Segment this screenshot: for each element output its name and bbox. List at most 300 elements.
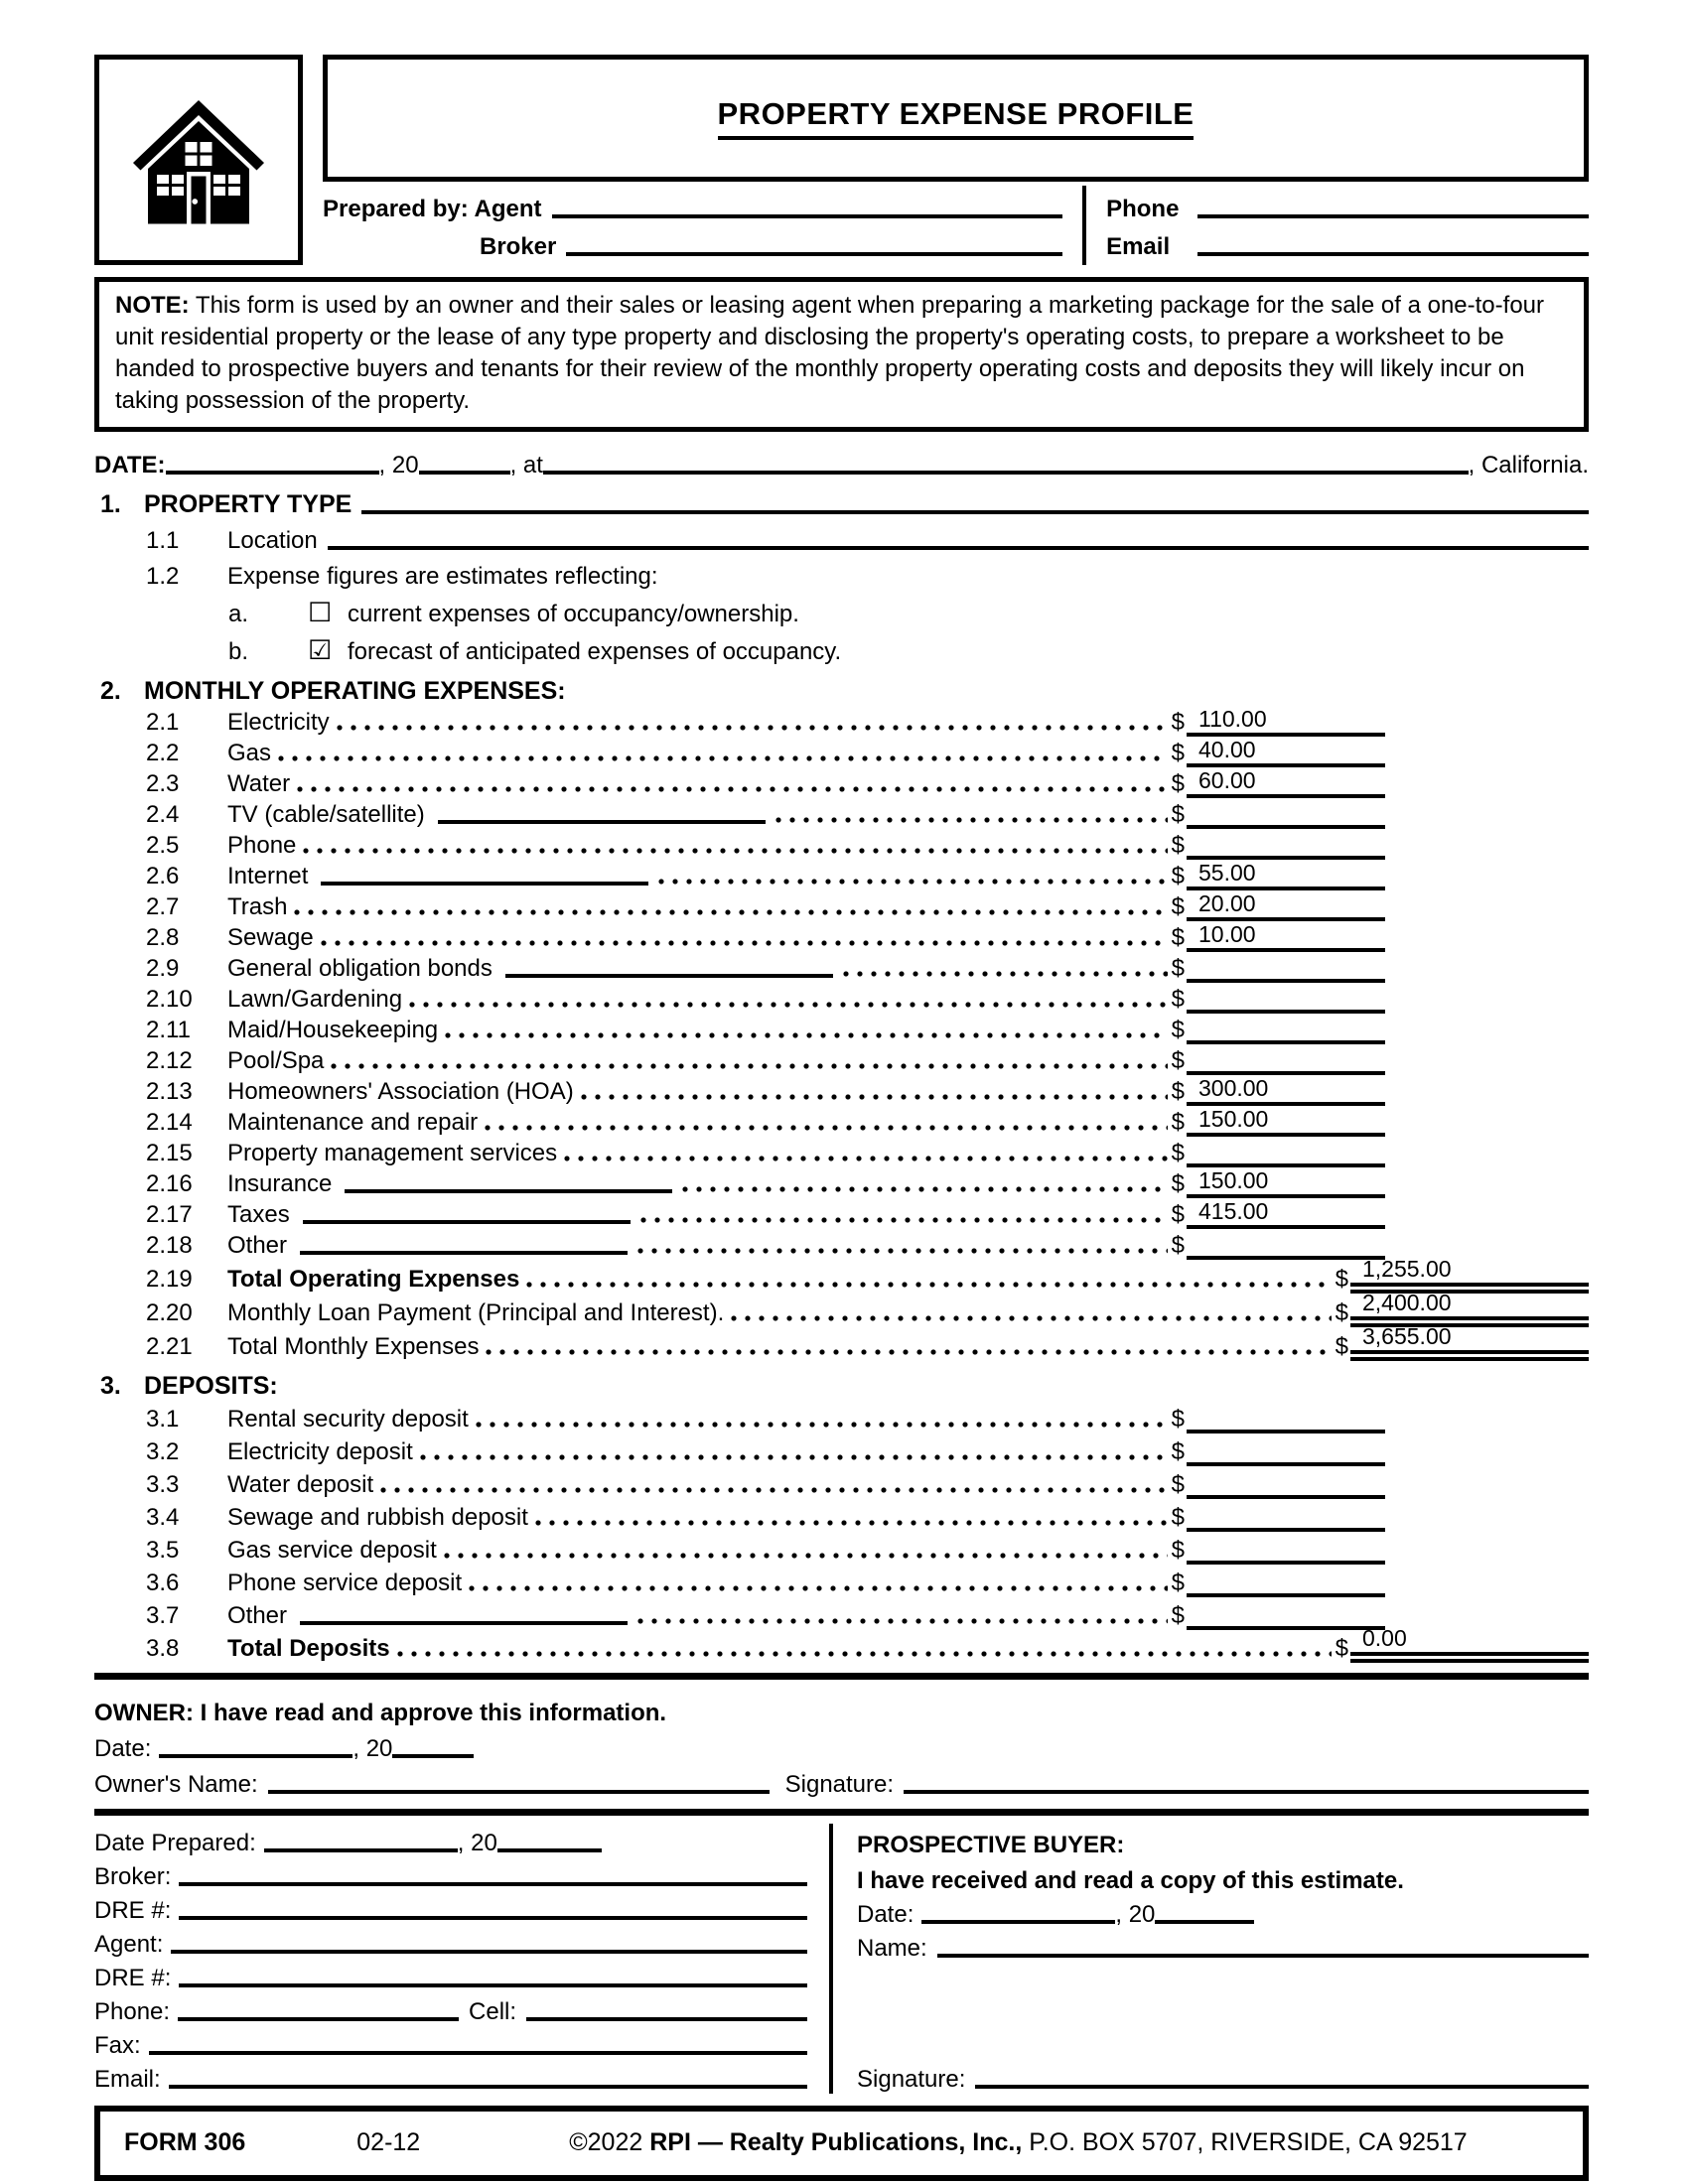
- amount-field[interactable]: [1187, 1401, 1385, 1433]
- buyer-heading: PROSPECTIVE BUYER:: [857, 1831, 1125, 1858]
- broker-info-row: [94, 1925, 807, 1959]
- expense-row: [94, 1106, 1385, 1137]
- header-right: [323, 55, 1589, 265]
- dollar-sign: $: [1171, 1046, 1185, 1074]
- amount-field[interactable]: [1187, 981, 1385, 1014]
- expense-row: [94, 921, 1385, 952]
- dollar-sign: $: [1171, 1108, 1185, 1136]
- dollar-sign: $: [1171, 831, 1185, 859]
- amount-field[interactable]: [1187, 1433, 1385, 1466]
- field-blank[interactable]: [171, 1950, 807, 1954]
- fill-in-blank[interactable]: [300, 1619, 628, 1625]
- row-number: 2.17: [146, 1200, 193, 1228]
- row-label: Electricity: [227, 708, 330, 736]
- expense-row: [94, 767, 1385, 798]
- expense-row: [94, 1198, 1385, 1229]
- amount-value: 20.00: [1198, 889, 1256, 916]
- row-number: 3.2: [146, 1437, 180, 1465]
- row-number: 2.2: [146, 739, 180, 766]
- row-number: 2.11: [146, 1016, 191, 1043]
- row-label: TV (cable/satellite): [227, 800, 425, 828]
- deposit-row: [94, 1433, 1385, 1466]
- email-field[interactable]: [1197, 252, 1589, 256]
- dollar-sign: $: [1171, 769, 1185, 797]
- dollar-sign: $: [1171, 1601, 1185, 1629]
- owner-signature-label: Signature:: [784, 1770, 895, 1798]
- field-label: Email:: [94, 2065, 161, 2093]
- dollar-sign: $: [1335, 1332, 1348, 1360]
- expense-row: [94, 1014, 1385, 1044]
- dollar-sign: $: [1171, 1139, 1185, 1166]
- owner-signature-field[interactable]: [904, 1790, 1589, 1794]
- field-label: DRE #:: [94, 1964, 172, 1991]
- row-label: Sewage and rubbish deposit: [227, 1503, 528, 1531]
- row-label: Monthly Loan Payment (Principal and Interest).: [227, 1298, 725, 1326]
- amount-field[interactable]: [1187, 950, 1385, 983]
- amount-value: 110.00: [1198, 705, 1267, 732]
- broker-info-row: [94, 1959, 807, 1992]
- amount-field[interactable]: [1187, 858, 1385, 890]
- agent-name-field[interactable]: [552, 214, 1063, 218]
- row-label: Electricity deposit: [227, 1437, 413, 1465]
- fill-in-blank[interactable]: [321, 880, 648, 886]
- deposit-row: [94, 1466, 1385, 1499]
- location-label: Location: [227, 526, 318, 554]
- owner-date-label: Date:: [94, 1734, 152, 1762]
- amount-field[interactable]: [1187, 1565, 1385, 1597]
- date-line: [94, 442, 1589, 479]
- amount-value: 1,255.00: [1362, 1255, 1452, 1282]
- row-label: Trash: [227, 892, 288, 920]
- expense-row: [94, 952, 1385, 983]
- owner-date-field[interactable]: [159, 1754, 352, 1758]
- field-label: Broker:: [94, 1862, 172, 1890]
- amount-field[interactable]: [1187, 1499, 1385, 1532]
- divider-rule: [94, 1673, 1589, 1680]
- section1-heading: [94, 479, 1589, 519]
- broker-info-row: [94, 1891, 807, 1925]
- row-number: 2.18: [146, 1231, 193, 1259]
- phone-field[interactable]: [1197, 214, 1589, 218]
- row-number: 3.6: [146, 1569, 180, 1596]
- house-icon: [124, 85, 273, 234]
- owner-year-field[interactable]: [392, 1754, 474, 1758]
- phone-label: Phone: [1106, 196, 1180, 222]
- amount-field[interactable]: [1187, 1042, 1385, 1075]
- deposit-row: [94, 1401, 1385, 1433]
- section3-number: 3.: [100, 1371, 121, 1400]
- deposit-row: [94, 1597, 1385, 1630]
- row-label: Sewage: [227, 923, 314, 951]
- section2-heading: [94, 666, 1589, 706]
- owner-year-prefix: , 20: [352, 1734, 393, 1762]
- dot-leader: [637, 1248, 1168, 1254]
- row-label: Insurance: [227, 1169, 333, 1197]
- row-number: 3.7: [146, 1601, 180, 1629]
- form-number: FORM 306: [124, 2128, 246, 2157]
- expense-row: [94, 1044, 1385, 1075]
- amount-value: 415.00: [1198, 1197, 1269, 1224]
- amount-value: 3,655.00: [1362, 1322, 1452, 1349]
- publisher-address: P.O. BOX 5707, RIVERSIDE, CA 92517: [1029, 2128, 1468, 2157]
- dot-leader: [581, 1094, 1168, 1100]
- at-label: , at: [509, 451, 543, 478]
- expense-figures-line: [94, 555, 1589, 591]
- amount-value: 10.00: [1198, 920, 1256, 947]
- copyright-year: ©2022: [569, 2128, 643, 2157]
- field-label: DRE #:: [94, 1896, 172, 1924]
- broker-info-row: [94, 1992, 807, 2026]
- expense-row: [94, 1137, 1385, 1167]
- row-label: Gas: [227, 739, 272, 766]
- dot-leader: [420, 1454, 1168, 1460]
- dot-leader: [445, 1032, 1168, 1038]
- dollar-sign: $: [1335, 1298, 1348, 1326]
- owner-name-field[interactable]: [268, 1790, 770, 1794]
- row-label: General obligation bonds: [227, 954, 492, 982]
- dot-leader: [564, 1156, 1167, 1161]
- row-label: Total Monthly Expenses: [227, 1332, 480, 1360]
- title-box: [323, 55, 1589, 182]
- amount-field[interactable]: [1187, 919, 1385, 952]
- amount-value: 55.00: [1198, 859, 1256, 886]
- buyer-date-line: [857, 1895, 1589, 1929]
- deposit-row: [94, 1624, 1589, 1663]
- amount-value: 0.00: [1362, 1624, 1407, 1651]
- dot-leader: [486, 1349, 1331, 1355]
- row-label: Total Deposits: [227, 1634, 390, 1662]
- dollar-sign: $: [1171, 1231, 1185, 1259]
- dot-leader: [469, 1585, 1167, 1591]
- section1-title: PROPERTY TYPE: [144, 489, 352, 518]
- prepared-by-section: [323, 182, 1589, 265]
- dot-leader: [476, 1422, 1168, 1428]
- dot-leader: [485, 1125, 1167, 1131]
- expense-row: [94, 983, 1385, 1014]
- dot-leader: [297, 786, 1168, 792]
- dot-leader: [535, 1520, 1168, 1526]
- row-label: Other: [227, 1601, 288, 1629]
- broker-info-row: [94, 1824, 807, 1857]
- dot-leader: [337, 725, 1168, 731]
- year-blank[interactable]: [497, 1848, 602, 1852]
- second-field-blank[interactable]: [526, 2017, 807, 2021]
- dollar-sign: $: [1171, 1503, 1185, 1531]
- email-label: Email: [1106, 233, 1171, 260]
- amount-field[interactable]: [1187, 1135, 1385, 1167]
- amount-field[interactable]: [1187, 1012, 1385, 1044]
- owner-date-line: [94, 1727, 1589, 1763]
- field-blank[interactable]: [179, 1916, 807, 1920]
- buyer-name-label: Name:: [857, 1934, 927, 1962]
- row-label: Water deposit: [227, 1470, 374, 1498]
- dollar-sign: $: [1171, 1470, 1185, 1498]
- row-label: Internet: [227, 862, 309, 889]
- dot-leader: [682, 1186, 1167, 1192]
- buyer-signature-field[interactable]: [975, 2085, 1589, 2089]
- amount-field[interactable]: [1350, 1321, 1589, 1361]
- dot-leader: [444, 1553, 1168, 1559]
- row-number: 2.6: [146, 862, 180, 889]
- fill-in-blank[interactable]: [300, 1249, 628, 1255]
- operating-expense-rows: [94, 706, 1589, 1361]
- expense-row: [94, 829, 1385, 860]
- buyer-year-field[interactable]: [1155, 1920, 1254, 1924]
- dot-leader: [397, 1651, 1332, 1657]
- row-label: Maintenance and repair: [227, 1108, 479, 1136]
- row-number: 2.14: [146, 1108, 193, 1136]
- option-current-expenses: [94, 591, 1589, 628]
- dot-leader: [843, 971, 1168, 977]
- owner-approval-heading: OWNER: I have read and approve this information.: [94, 1699, 667, 1726]
- row-label: Lawn/Gardening: [227, 985, 403, 1013]
- fill-in-blank[interactable]: [345, 1187, 672, 1193]
- place-field[interactable]: [543, 471, 1469, 475]
- row-number: 3.4: [146, 1503, 180, 1531]
- expense-row: [94, 706, 1385, 737]
- amount-field[interactable]: [1187, 888, 1385, 921]
- section1-number: 1.: [100, 489, 121, 518]
- amount-value: 150.00: [1198, 1166, 1269, 1193]
- item-number: 1.1: [146, 526, 180, 554]
- amount-field[interactable]: [1187, 765, 1385, 798]
- publisher-name: RPI — Realty Publications, Inc.,: [649, 2128, 1023, 2157]
- expense-figures-label: Expense figures are estimates reflecting:: [227, 562, 658, 590]
- option-forecast-expenses: [94, 628, 1589, 666]
- row-number: 2.9: [146, 954, 180, 982]
- dot-leader: [380, 1487, 1167, 1493]
- row-number: 2.1: [146, 708, 180, 736]
- row-number: 2.13: [146, 1077, 193, 1105]
- fill-in-blank[interactable]: [438, 818, 766, 824]
- amount-value: 40.00: [1198, 736, 1256, 762]
- expense-row: [94, 860, 1385, 890]
- location-field[interactable]: [328, 546, 1589, 550]
- year-prefix: , 20: [457, 1829, 497, 1856]
- field-blank[interactable]: [179, 1983, 807, 1987]
- buyer-date-label: Date:: [857, 1900, 914, 1928]
- row-label: Homeowners' Association (HOA): [227, 1077, 574, 1105]
- date-label: DATE:: [94, 451, 166, 478]
- owner-name-line: [94, 1763, 1589, 1799]
- dollar-sign: $: [1171, 1200, 1185, 1228]
- row-label: Rental security deposit: [227, 1405, 469, 1433]
- amount-field[interactable]: [1187, 1196, 1385, 1229]
- note-text: This form is used by an owner and their sales or leasing agent when preparing a marketing package for the sale of a one-to-four unit residential property or the lease of any type property and disclosing the property's operating costs, to prepare a worksheet to be handed to prospective buyers and tenants for their review of the monthly property operating costs and deposits they will likely incur on taking possession of the property.: [115, 292, 1545, 414]
- amount-field[interactable]: [1187, 827, 1385, 860]
- row-number: 2.20: [146, 1298, 193, 1326]
- date-field[interactable]: [166, 471, 379, 475]
- form-footer: [94, 2106, 1589, 2181]
- buyer-name-line: [857, 1929, 1589, 1963]
- row-number: 2.7: [146, 892, 180, 920]
- buyer-signature-label: Signature:: [857, 2065, 966, 2093]
- owner-name-label: Owner's Name:: [94, 1770, 258, 1798]
- amount-field[interactable]: [1187, 735, 1385, 767]
- dollar-sign: $: [1171, 1405, 1185, 1433]
- checkbox-checked-icon[interactable]: ☑: [308, 634, 333, 665]
- buyer-year-prefix: , 20: [1115, 1900, 1156, 1928]
- dollar-sign: $: [1171, 923, 1185, 951]
- amount-field[interactable]: [1187, 1532, 1385, 1565]
- deposit-row: [94, 1499, 1385, 1532]
- prepared-by-right: [1082, 186, 1589, 265]
- checkbox-unchecked-icon[interactable]: ☐: [308, 597, 333, 627]
- field-label: Fax:: [94, 2031, 141, 2059]
- expense-row: [94, 737, 1385, 767]
- broker-name-field[interactable]: [566, 252, 1062, 256]
- row-label: Water: [227, 769, 291, 797]
- note-label: NOTE:: [115, 292, 190, 319]
- state-suffix: , California.: [1468, 451, 1589, 478]
- deposit-rows: [94, 1401, 1589, 1663]
- dot-leader: [637, 1618, 1168, 1624]
- dot-leader: [658, 879, 1167, 885]
- buyer-statement: I have received and read a copy of this estimate.: [857, 1866, 1404, 1894]
- dot-leader: [640, 1217, 1168, 1223]
- row-label: Taxes: [227, 1200, 290, 1228]
- expense-row: [94, 890, 1385, 921]
- broker-label: Broker: [480, 233, 557, 260]
- row-label: Maid/Housekeeping: [227, 1016, 439, 1043]
- row-number: 2.21: [146, 1332, 193, 1360]
- field-blank[interactable]: [178, 2017, 459, 2021]
- row-number: 2.3: [146, 769, 180, 797]
- form-header: [94, 55, 1589, 265]
- deposit-row: [94, 1565, 1385, 1597]
- dollar-sign: $: [1171, 708, 1185, 736]
- amount-field[interactable]: [1187, 1165, 1385, 1198]
- form-title: PROPERTY EXPENSE PROFILE: [718, 96, 1195, 140]
- publisher-logo: [94, 55, 303, 265]
- dot-leader: [278, 755, 1168, 761]
- property-type-field[interactable]: [361, 510, 1589, 514]
- dot-leader: [731, 1315, 1331, 1321]
- row-number: 2.8: [146, 923, 180, 951]
- row-number: 2.12: [146, 1046, 193, 1074]
- broker-and-buyer-section: [94, 1824, 1589, 2094]
- field-blank[interactable]: [149, 2051, 807, 2055]
- amount-value: 60.00: [1198, 766, 1256, 793]
- row-label: Other: [227, 1231, 288, 1259]
- dollar-sign: $: [1335, 1265, 1348, 1293]
- option-letter: a.: [228, 600, 249, 627]
- amount-value: 150.00: [1198, 1105, 1269, 1132]
- row-label: Gas service deposit: [227, 1536, 437, 1564]
- field-blank[interactable]: [169, 2085, 807, 2089]
- dot-leader: [294, 909, 1167, 915]
- option-letter: b.: [228, 637, 249, 665]
- fill-in-blank[interactable]: [505, 972, 833, 978]
- row-label: Total Operating Expenses: [227, 1265, 520, 1293]
- location-line: [94, 519, 1589, 555]
- section3-title: DEPOSITS:: [144, 1371, 278, 1400]
- field-blank[interactable]: [264, 1848, 458, 1852]
- amount-field[interactable]: [1187, 1104, 1385, 1137]
- dollar-sign: $: [1171, 862, 1185, 889]
- broker-info-row: [94, 2026, 807, 2060]
- row-number: 3.5: [146, 1536, 180, 1564]
- dot-leader: [775, 817, 1168, 823]
- dot-leader: [526, 1282, 1331, 1288]
- amount-field[interactable]: [1187, 1466, 1385, 1499]
- broker-info-column: [94, 1824, 829, 2094]
- field-label: Phone:: [94, 1997, 171, 2025]
- option-label: current expenses of occupancy/ownership.: [348, 600, 799, 627]
- row-number: 2.15: [146, 1139, 193, 1166]
- buyer-signature-line: [857, 2060, 1589, 2094]
- row-label: Phone service deposit: [227, 1569, 463, 1596]
- note-box: [94, 277, 1589, 432]
- prepared-by-agent-label: Prepared by: Agent: [323, 196, 542, 222]
- expense-row: [94, 798, 1385, 829]
- amount-field[interactable]: [1187, 704, 1385, 737]
- buyer-name-field[interactable]: [937, 1954, 1589, 1958]
- dollar-sign: $: [1171, 892, 1185, 920]
- deposit-row: [94, 1532, 1385, 1565]
- row-number: 2.10: [146, 985, 193, 1013]
- row-number: 2.5: [146, 831, 180, 859]
- divider-rule: [94, 1809, 1589, 1816]
- section3-heading: [94, 1361, 1589, 1401]
- amount-field[interactable]: [1187, 796, 1385, 829]
- expense-row: [94, 1167, 1385, 1198]
- row-number: 3.8: [146, 1634, 180, 1662]
- dot-leader: [321, 940, 1168, 946]
- dollar-sign: $: [1171, 800, 1185, 828]
- amount-field[interactable]: [1187, 1073, 1385, 1106]
- fill-in-blank[interactable]: [303, 1218, 631, 1224]
- dollar-sign: $: [1171, 739, 1185, 766]
- copyright-line: [569, 2128, 1468, 2157]
- amount-value: 2,400.00: [1362, 1289, 1452, 1315]
- row-label: Property management services: [227, 1139, 558, 1166]
- field-label: Agent:: [94, 1930, 164, 1958]
- form-revision: 02-12: [356, 2128, 421, 2157]
- row-label: Pool/Spa: [227, 1046, 325, 1074]
- prospective-buyer-column: [829, 1824, 1589, 2094]
- second-field-label: Cell:: [469, 1997, 517, 2025]
- row-number: 2.19: [146, 1265, 193, 1293]
- expense-row: [94, 1075, 1385, 1106]
- row-number: 3.1: [146, 1405, 180, 1433]
- section2-title: MONTHLY OPERATING EXPENSES:: [144, 676, 566, 705]
- broker-info-row: [94, 2060, 807, 2094]
- dot-leader: [331, 1063, 1167, 1069]
- dollar-sign: $: [1171, 1016, 1185, 1043]
- year-field[interactable]: [419, 471, 510, 475]
- dot-leader: [303, 848, 1167, 854]
- amount-value: 300.00: [1198, 1074, 1269, 1101]
- dollar-sign: $: [1171, 1169, 1185, 1197]
- field-label: Date Prepared:: [94, 1829, 256, 1856]
- prepared-by-left: [323, 186, 1082, 265]
- dollar-sign: $: [1335, 1634, 1348, 1662]
- expense-row: [94, 1229, 1385, 1260]
- row-number: 2.16: [146, 1169, 193, 1197]
- expense-row: [94, 1322, 1589, 1361]
- field-blank[interactable]: [179, 1882, 807, 1886]
- dot-leader: [409, 1002, 1168, 1008]
- amount-field[interactable]: [1350, 1623, 1589, 1663]
- dollar-sign: $: [1171, 1536, 1185, 1564]
- dollar-sign: $: [1171, 1077, 1185, 1105]
- section2-number: 2.: [100, 676, 121, 705]
- buyer-date-field[interactable]: [921, 1920, 1115, 1924]
- dollar-sign: $: [1171, 985, 1185, 1013]
- dollar-sign: $: [1171, 1569, 1185, 1596]
- dollar-sign: $: [1171, 954, 1185, 982]
